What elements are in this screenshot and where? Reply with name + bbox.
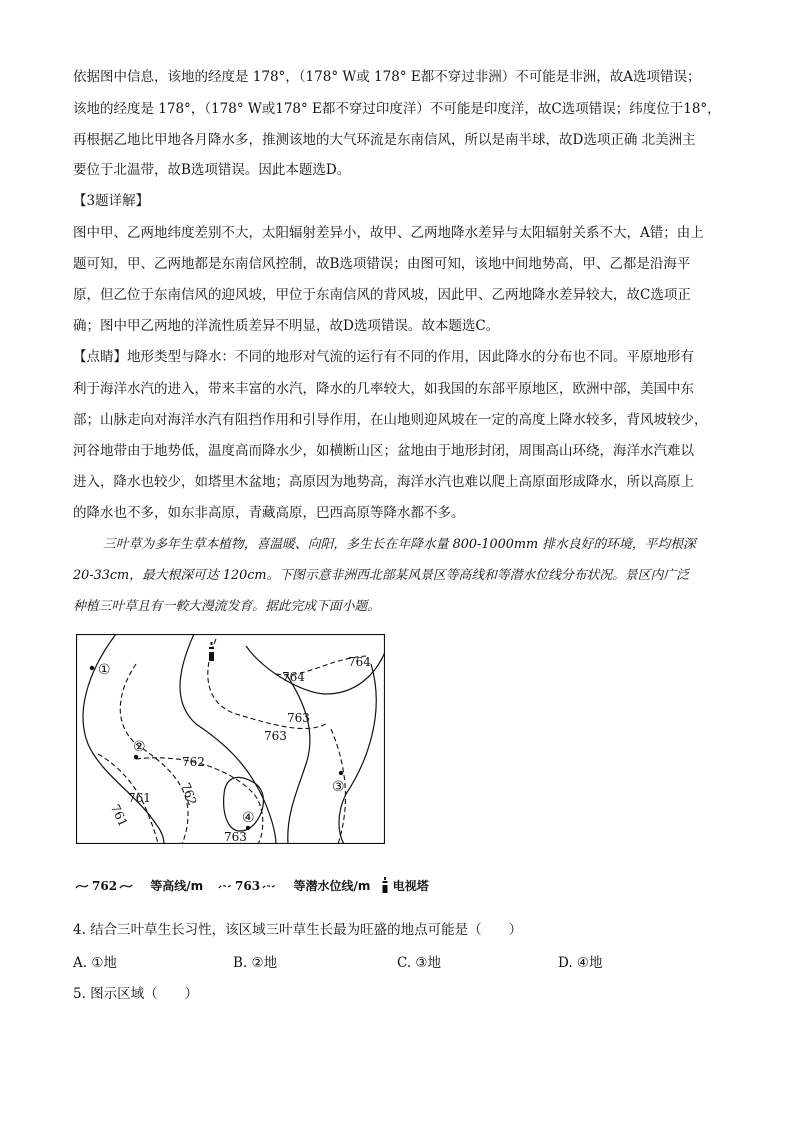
tv-tower-icon [209, 642, 214, 661]
para3-line3: 部；山脉走向对海洋水汽有阻挡作用和引导作用，在山地则迎风坡在一定的高度上降水较多，背风坡较少， [73, 412, 708, 428]
label-763-mid: 763 [264, 729, 287, 743]
legend-contour-text: 等高线/m [150, 878, 204, 893]
para2-line2: 题可知，甲、乙两地都是东南信风控制，故B选项错误；由图可知，该地中间地势高，甲、乙都是沿海平 [73, 256, 691, 272]
legend-tower-text: 电视塔 [392, 878, 429, 893]
label-764: 764 [282, 670, 305, 684]
water-legend-value: 763 [235, 879, 261, 893]
point-4-dot [246, 826, 250, 830]
q4-option-c[interactable]: C. ③地 [397, 955, 442, 971]
para3-line2: 利于海洋水汽的进入，带来丰富的水汽，降水的几率较大，如我国的东部平原地区，欧洲中部，美国中东 [73, 381, 694, 397]
contour-line-right [246, 646, 385, 694]
label-763-lower: 763 [224, 830, 247, 844]
point-2-label: ② [133, 739, 146, 755]
para2-line1: 图中甲、乙两地纬度差别不大，太阳辐射差异小，故甲、乙两地降水差异与太阳辐射关系不大，A错；由上 [73, 225, 704, 241]
water-line-2 [120, 664, 188, 844]
point-3-dot [339, 771, 343, 775]
q4-option-d[interactable]: D. ④地 [558, 955, 603, 971]
point-2-dot [134, 755, 138, 759]
para1-line2: 该地的经度是 178°，（178° W或178° E都不穿过印度洋）不可能是印度洋，故C选项错误；纬度位于18°， [73, 101, 721, 117]
contour-legend-icon [74, 876, 146, 894]
para4-line1: 三叶草为多年生草本植物，喜温暖、向阳，多生长在年降水量 800-1000mm 排水良好的环境，平均根深 [103, 537, 696, 552]
map-legend [74, 876, 429, 894]
para2-line4: 确；图中甲乙两地的洋流性质差异不明显，故D选项错误。故本题选C。 [73, 318, 500, 334]
point-1-dot [90, 666, 94, 670]
label-761-rotated: 761 [107, 802, 131, 829]
point-4-label: ④ [242, 810, 255, 826]
para3-line5: 进入，降水也较少，如塔里木盆地；高原因为地势高，海洋水汽也难以爬上高原面形成降水，所以高原上 [73, 474, 694, 490]
contour-line-lower-mid [286, 674, 310, 844]
point-1-label: ① [98, 662, 111, 678]
para1-line4: 要位于北温带，故B选项错误。因此本题选D。 [73, 162, 351, 178]
para1-line1: 依据图中信息，该地的经度是 178°，（178° W或 178° E都不穿过非洲）不可能是非洲，故A选项错误； [73, 69, 701, 85]
question5-stem: 5. 图示区域（ ） [73, 986, 199, 1002]
para3-line6: 的降水也不多，如东非高原，青藏高原，巴西高原等降水都不多。 [73, 505, 465, 521]
legend-water-text: 等潜水位线/m [293, 878, 371, 893]
legend-tower-icon [381, 877, 389, 893]
label-761: 761 [128, 791, 151, 805]
para3-line4: 河谷地带由于地势低，温度高而降水少，如横断山区；盆地由于地形封闭，周围高山环绕，海洋水汽难以 [73, 443, 694, 459]
q4-option-b[interactable]: B. ②地 [233, 955, 278, 971]
heading-q3-detail: 【3题详解】 [73, 193, 150, 209]
para1-line3: 再根据乙地比甲地各月降水多，推测该地的大气环流是东南信风，所以是南半球，故D选项正确 北美洲主 [73, 132, 696, 148]
contour-legend-value: 762 [92, 879, 118, 893]
label-762-rotated: 762 [178, 780, 200, 808]
question4-stem: 4. 结合三叶草生长习性，该区域三叶草生长最为旺盛的地点可能是（ ） [73, 922, 523, 938]
q4-option-a[interactable]: A. ①地 [73, 955, 117, 971]
water-legend-icon [217, 876, 289, 894]
para4-line3: 种植三叶草且有一較大漫流发育。据此完成下面小题。 [73, 599, 381, 614]
para4-line2: 20-33cm，最大根深可达 120cm。下图示意非洲西北部某风景区等高线和等潜水位线分布状况。景区内广泛 [73, 568, 689, 583]
label-763-upper: 763 [287, 711, 310, 725]
label-764-top: 764 [348, 655, 371, 669]
contour-map [76, 634, 385, 844]
para2-line3: 原，但乙位于东南信风的迎风坡，甲位于东南信风的背风坡，因此甲、乙两地降水差异较大，故C选项正 [73, 287, 691, 303]
label-762: 762 [182, 755, 205, 769]
para3-line1: 【点睛】地形类型与降水：不同的地形对气流的运行有不同的作用，因此降水的分布也不同。平原地形有 [73, 349, 694, 365]
point-3-label: ③ [332, 779, 345, 795]
